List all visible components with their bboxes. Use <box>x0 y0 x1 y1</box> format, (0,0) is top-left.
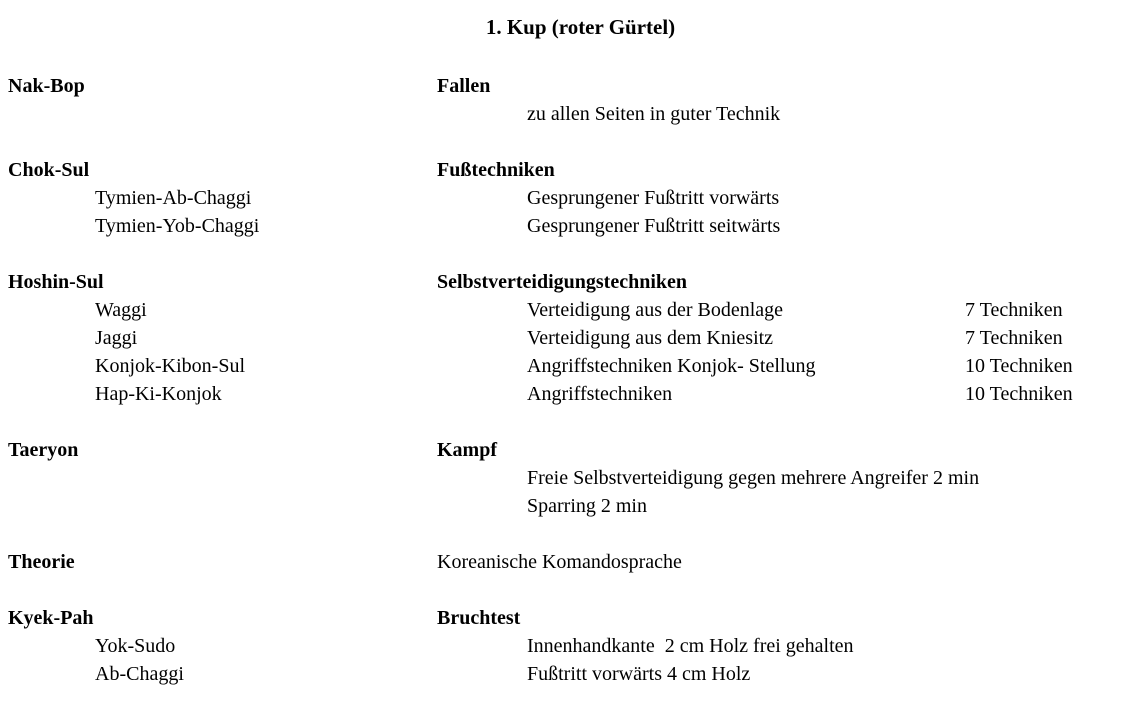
page-title: 1. Kup (roter Gürtel) <box>485 15 676 39</box>
left-category-item: Hap-Ki-Konjok <box>95 383 222 405</box>
requirement-text: Freie Selbstverteidigung gegen mehrere Angreifer 2 min <box>527 467 980 489</box>
requirement-item <box>437 352 1125 380</box>
left-category-header: Nak-Bop <box>8 75 85 97</box>
left-category-item: Yok-Sudo <box>95 635 176 657</box>
left-category-header: Kyek-Pah <box>8 607 94 629</box>
requirement-item <box>437 100 1125 128</box>
left-category-item: Jaggi <box>95 327 138 349</box>
right-section-header: Fußtechniken <box>437 159 555 181</box>
technique-count: 7 Techniken <box>965 299 1063 321</box>
syllabus-section <box>0 604 1125 688</box>
requirement-text: Verteidigung aus dem Kniesitz <box>527 327 774 349</box>
requirement-item <box>437 184 1125 212</box>
left-category-item: Konjok-Kibon-Sul <box>95 355 245 377</box>
right-column <box>437 548 1125 576</box>
syllabus-section <box>0 72 1125 128</box>
requirement-item <box>437 632 1125 660</box>
technique-count: 7 Techniken <box>965 327 1063 349</box>
right-column <box>437 72 1125 128</box>
requirement-text: zu allen Seiten in guter Technik <box>527 103 781 125</box>
right-section-header: Kampf <box>437 439 497 461</box>
right-section-header: Selbstverteidigungstechniken <box>437 271 688 293</box>
left-category-header: Hoshin-Sul <box>8 271 104 293</box>
requirement-text: Verteidigung aus der Bodenlage <box>527 299 784 321</box>
technique-count: 10 Techniken <box>965 355 1073 377</box>
requirement-text: Gesprungener Fußtritt seitwärts <box>527 215 781 237</box>
left-column <box>0 72 437 128</box>
left-column <box>0 156 437 240</box>
requirement-text: Angriffstechniken <box>527 383 673 405</box>
requirement-text: Sparring 2 min <box>527 495 647 517</box>
syllabus-section <box>0 436 1125 520</box>
requirement-item <box>437 492 1125 520</box>
requirement-text: Angriffstechniken Konjok- Stellung <box>527 355 816 377</box>
left-category-header: Taeryon <box>8 439 79 461</box>
left-column <box>0 268 437 408</box>
right-section-header: Bruchtest <box>437 607 521 629</box>
requirement-text: Gesprungener Fußtritt vorwärts <box>527 187 780 209</box>
syllabus-section <box>0 156 1125 240</box>
left-category-header: Chok-Sul <box>8 159 90 181</box>
right-column <box>437 604 1125 688</box>
requirement-item <box>437 660 1125 688</box>
syllabus-section <box>0 268 1125 408</box>
right-column <box>437 268 1125 408</box>
left-category-item: Tymien-Ab-Chaggi <box>95 187 252 209</box>
right-section-header: Koreanische Komandosprache <box>437 551 682 573</box>
syllabus-section <box>0 548 1125 576</box>
requirement-text: Fußtritt vorwärts 4 cm Holz <box>527 663 751 685</box>
left-category-item: Tymien-Yob-Chaggi <box>95 215 260 237</box>
requirement-item <box>437 212 1125 240</box>
requirement-item <box>437 380 1125 408</box>
requirement-text: Innenhandkante 2 cm Holz frei gehalten <box>527 635 854 657</box>
requirement-item <box>437 464 1125 492</box>
technique-count: 10 Techniken <box>965 383 1073 405</box>
left-category-header: Theorie <box>8 551 75 573</box>
left-category-item: Waggi <box>95 299 147 321</box>
sections-container <box>0 72 1125 688</box>
right-column <box>437 436 1125 520</box>
requirement-item <box>437 324 1125 352</box>
right-section-header: Fallen <box>437 75 491 97</box>
left-column <box>0 604 437 688</box>
right-column <box>437 156 1125 240</box>
requirement-item <box>437 296 1125 324</box>
left-column <box>0 548 437 576</box>
left-category-item: Ab-Chaggi <box>95 663 184 685</box>
left-column <box>0 436 437 520</box>
